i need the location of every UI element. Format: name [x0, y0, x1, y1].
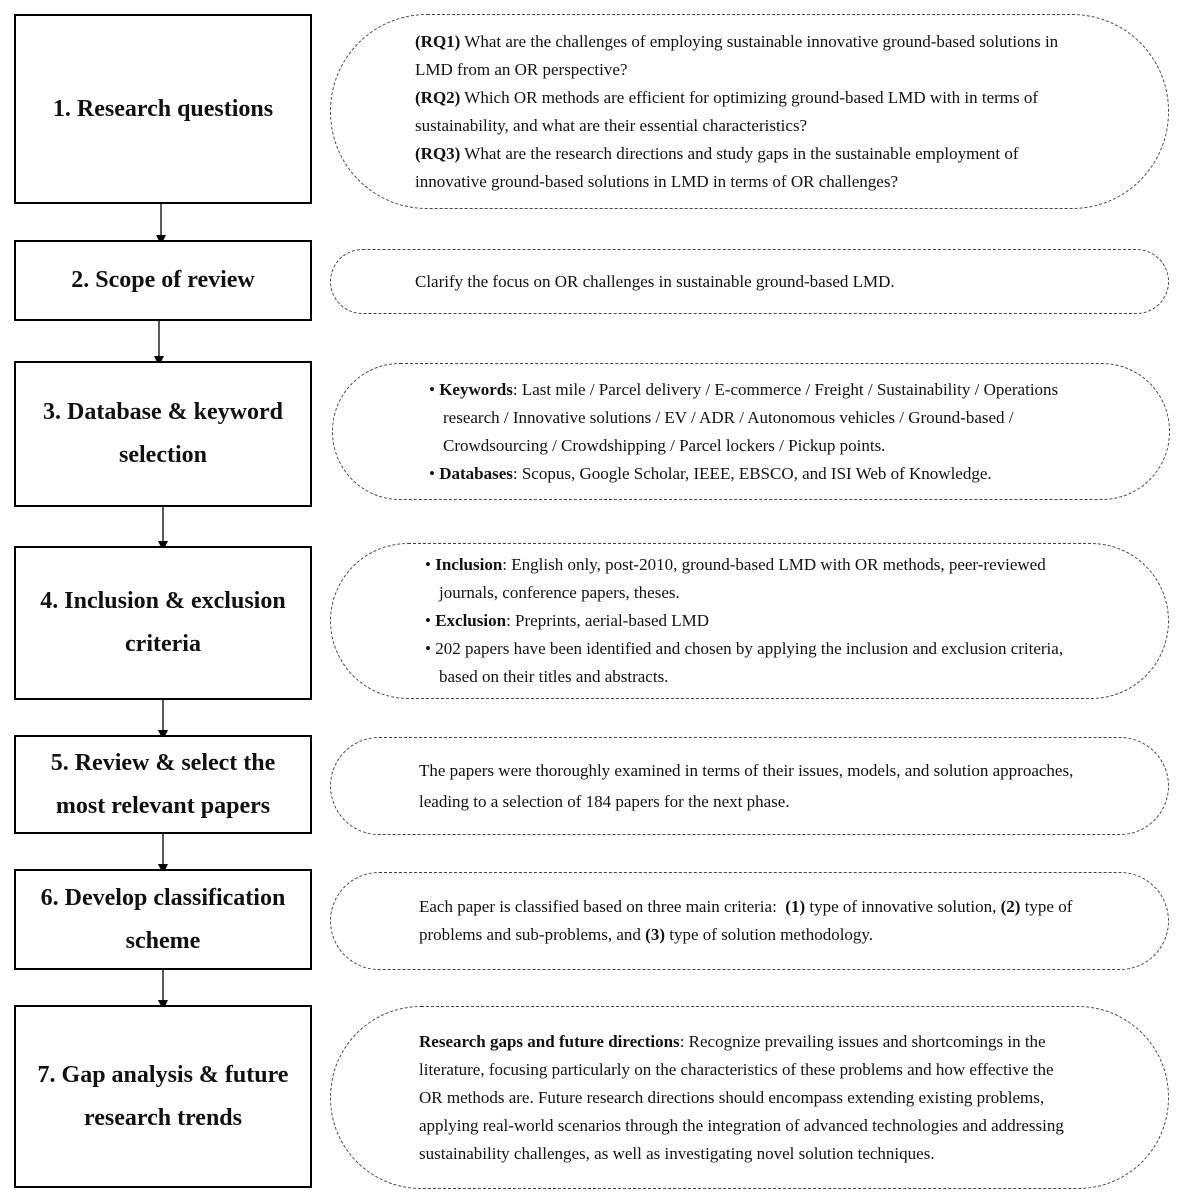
inclusion-item: • Inclusion: English only, post-2010, ground-based LMD with OR methods, peer-reviewed journals, conference papers, theses. — [425, 555, 1046, 602]
step-research-questions — [14, 14, 312, 204]
identified-item: • 202 papers have been identified and chosen by applying the inclusion and exclusion criteria, based on their titles and abstracts. — [425, 639, 1064, 686]
step-database-keyword — [14, 361, 312, 507]
rq2-text: (RQ2) Which OR methods are efficient for optimizing ground-based LMD with in terms of sustainability, and what are their essential characteristics? — [415, 87, 1039, 135]
step-number: 4. — [40, 588, 59, 614]
step-number: 6. — [40, 884, 59, 911]
step-number: 5. — [50, 749, 69, 776]
step-number: 7. — [37, 1061, 56, 1088]
step-gap-analysis — [14, 1005, 312, 1188]
step-title: Database & keyword selection — [67, 399, 283, 468]
step-title: Review & select the most relevant papers — [55, 749, 276, 819]
step-title: Scope of review — [95, 267, 255, 293]
rq3-text: (RQ3) What are the research directions and study gaps in the sustainable employment of innovative ground-based solutions in LMD in terms of OR challenges? — [415, 143, 1019, 191]
exclusion-item: • Exclusion: Preprints, aerial-based LMD — [425, 611, 710, 630]
rq1-text: (RQ1) What are the challenges of employing sustainable innovative ground-based solutions in LMD from an OR perspective? — [415, 31, 1059, 79]
step-inclusion-exclusion — [14, 546, 312, 700]
desc-classification — [330, 872, 1169, 970]
classification-text: Each paper is classified based on three main criteria: (1) type of innovative solution, (2) type of problems and sub-problems, and (3) type of solution methodology. — [419, 897, 1073, 944]
desc-scope — [330, 249, 1169, 314]
step-title: Gap analysis & future research trends — [61, 1061, 289, 1131]
desc-database-keyword — [332, 363, 1170, 500]
step-title: Develop classification scheme — [64, 884, 286, 954]
desc-gap-analysis — [330, 1006, 1169, 1189]
step-scope-of-review — [14, 240, 312, 321]
step-number: 3. — [43, 399, 61, 425]
databases-item: • Databases: Scopus, Google Scholar, IEEE, EBSCO, and ISI Web of Knowledge. — [429, 463, 992, 483]
step-classification — [14, 869, 312, 970]
review-text: The papers were thoroughly examined in terms of their issues, models, and solution approaches, leading to a selection of 184 papers for the next phase. — [419, 761, 1074, 811]
step-title: Research questions — [76, 95, 274, 122]
step-number: 2. — [71, 267, 90, 293]
keywords-item: • Keywords: Last mile / Parcel delivery / E-commerce / Freight / Sustainability / Operations research / Innovative solutions / EV / ADR / Autonomous vehicles / Ground-based / Crowdsourcing / Crowdshipping / Parcel lockers / Pickup points. — [429, 379, 1059, 455]
step-number: 1. — [52, 95, 71, 122]
scope-text: Clarify the focus on OR challenges in sustainable ground-based LMD. — [415, 271, 895, 291]
desc-inclusion-exclusion — [330, 543, 1169, 699]
step-review-select — [14, 735, 312, 834]
step-title: Inclusion & exclusion criteria — [64, 588, 286, 657]
gaps-text: Research gaps and future directions: Recognize prevailing issues and shortcomings in the literature, focusing particularly on the characteristics of these problems and how effective the OR methods are. Future research directions should encompass extending existing problems, applying real-world scenarios through the integration of advanced technologies and addressing sustainability challenges, as well as investigating novel solution techniques. — [419, 1031, 1064, 1163]
desc-research-questions — [330, 14, 1169, 209]
desc-review — [330, 737, 1169, 835]
